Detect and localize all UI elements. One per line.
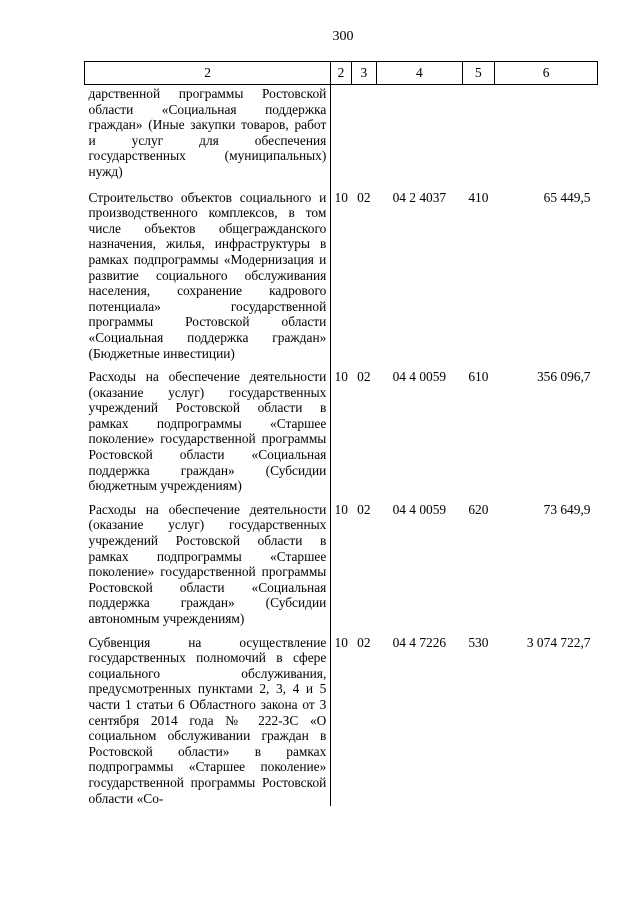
row-name: Расходы на обеспечение деятельности (оказание услуг) государственных учреждений Ростовской области в рамках подпрограммы «Старшее поколение» государственной программы Ростовской области «Социальная поддержка граждан» (Субсидии автономным учреждениям) [85,502,331,635]
row-target-article: 04 4 7226 [392,634,447,650]
header-amount: 6 [495,62,598,85]
row-target-article [377,85,463,190]
row-name: Строительство объектов социального и производственного комплексов, в том числе объектов общегражданского назначения, жилья, инфраструктуры в рамках подпрограммы «Модернизация и развитие социального обслуживания населения, сохранение кадрового потенциала» государственной программы Ростовской области «Социальная поддержка граждан» (Бюджетные инвестиции) [85,190,331,370]
header-expense-type: 5 [462,62,495,85]
row-expense-type: 620 [468,501,489,517]
row-subsection: 02 [357,369,371,385]
header-name: 2 [85,62,331,85]
table-row [85,85,598,190]
row-section: 10 [334,501,348,517]
row-expense-type: 610 [468,369,489,385]
row-expense-type [462,85,495,190]
row-name: Субвенция на осуществление государственных полномочий в сфере социального обслуживания, предусмотренных пунктами 2, 3, 4 и 5 части 1 статьи 6 Областного закона от 3 сентября 2014 года № 222-ЗС «О социальном обслуживании граждан в Ростовской области» в рамках подпрограммы «Старшее поколение» государственной программы Ростовской области «Со- [85,635,331,807]
row-amount [495,85,598,190]
table-row [85,190,598,370]
page-number: 300 [332,29,354,44]
budget-table [84,61,598,806]
row-target-article: 04 4 0059 [392,369,447,385]
table-row [85,635,598,807]
row-section [331,85,351,190]
row-amount: 73 649,9 [543,501,591,517]
table-row [85,369,598,502]
table-row [85,502,598,635]
row-amount: 3 074 722,7 [526,634,591,650]
row-amount: 356 096,7 [536,369,591,385]
row-section: 10 [334,369,348,385]
table-header-row [85,62,598,85]
row-target-article: 04 4 0059 [392,501,447,517]
row-subsection [351,85,376,190]
row-expense-type: 530 [468,634,489,650]
header-section: 2 [331,62,351,85]
header-target-article: 4 [377,62,463,85]
row-name: Расходы на обеспечение деятельности (оказание услуг) государственных учреждений Ростовской области в рамках подпрограммы «Старшее поколение» государственной программы Ростовской области «Социальная поддержка граждан» (Субсидии бюджетным учреждениям) [85,369,331,502]
row-amount: 65 449,5 [543,189,591,205]
row-subsection: 02 [357,189,371,205]
row-expense-type: 410 [468,189,489,205]
row-section: 10 [334,189,348,205]
row-subsection: 02 [357,634,371,650]
row-section: 10 [334,634,348,650]
header-subsection: 3 [351,62,376,85]
row-target-article: 04 2 4037 [392,189,447,205]
row-subsection: 02 [357,501,371,517]
row-name: дарственной программы Ростовской области «Социальная поддержка граждан» (Иные закупки товаров, работ и услуг для обеспечения государственных (муниципальных) нужд) [85,85,331,190]
